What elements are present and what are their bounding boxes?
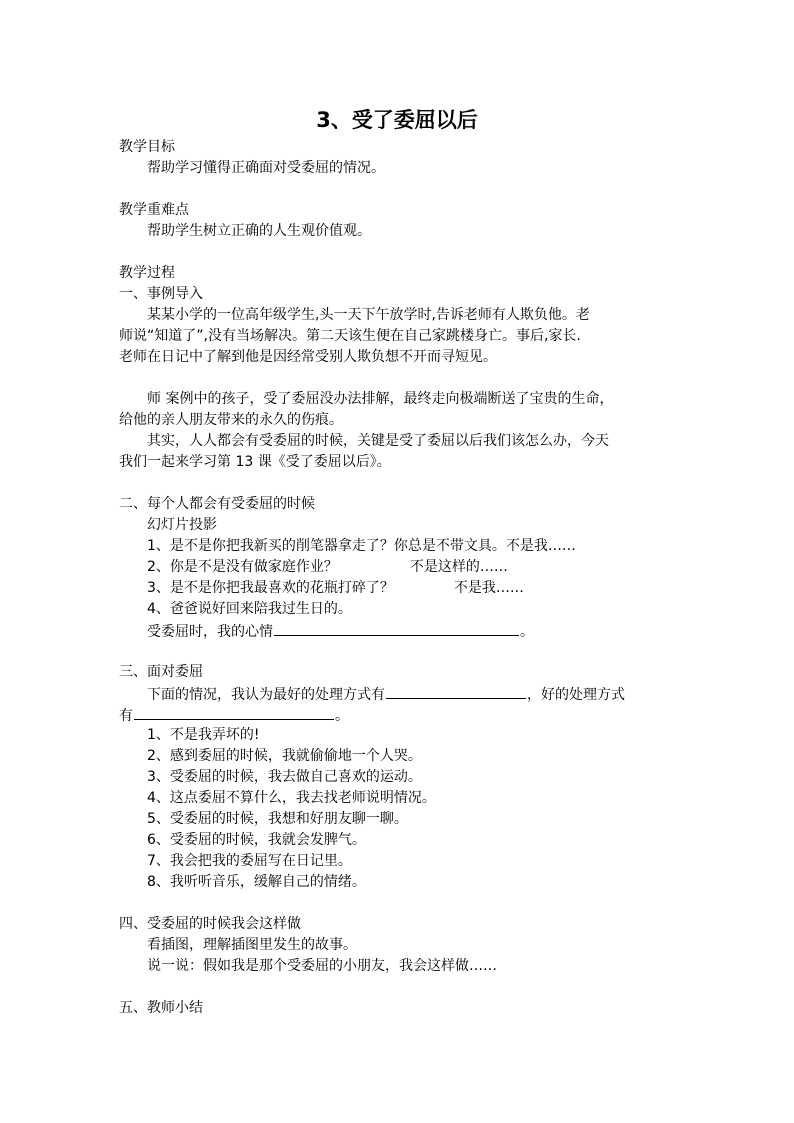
fill-blank (386, 683, 526, 699)
list-item (147, 557, 679, 578)
keypoints-heading: 教学重难点 (119, 202, 189, 218)
teacher-line: 给他的亲人朋友带来的永久的伤痕。 (119, 412, 343, 428)
feeling-line (147, 620, 679, 641)
list-item: 1、是不是你把我新买的削笔器拿走了？你总是不带文具。不是我…… (147, 538, 576, 554)
goals-text: 帮助学习懂得正确面对受委屈的情况。 (147, 160, 385, 176)
section-2-heading: 二、每个人都会有受委屈的时候 (119, 496, 315, 512)
list-item: 7、我会把我的委屈写在日记里。 (147, 853, 352, 869)
feeling-label: 受委屈时，我的心情 (147, 624, 273, 640)
goals-heading: 教学目标 (119, 139, 175, 155)
section-4-heading: 四、受委屈的时候我会这样做 (119, 916, 301, 932)
list-item: 4、爸爸说好回来陪我过生日的。 (147, 601, 352, 617)
list-item (147, 578, 679, 599)
intro-line: 我们一起来学习第 13 课《受了委屈以后》。 (119, 454, 391, 470)
section-1-heading: 一、事例导入 (119, 286, 203, 302)
list-item: 1、不是我弄坏的! (147, 727, 260, 743)
list-item-reply: 不是我…… (453, 580, 524, 596)
case-line: 老师在日记中了解到他是因经常受别人欺负想不开而寻短见。 (119, 349, 497, 365)
prompt-text: ，好的处理方式 (527, 687, 625, 703)
case-line: 某某小学的一位高年级学生,头一天下午放学时,告诉老师有人欺负他。老 (147, 307, 590, 323)
look-line: 看插图，理解插图里发生的故事。 (147, 937, 357, 953)
list-item: 8、我听听音乐，缓解自己的情绪。 (147, 874, 366, 890)
keypoints-text: 帮助学生树立正确的人生观价值观。 (147, 223, 371, 239)
section-3-heading: 三、面对委屈 (119, 664, 203, 680)
list-item-reply: 不是这样的…… (409, 559, 508, 575)
feeling-end: 。 (520, 624, 534, 640)
list-item-text: 3、是不是你把我最喜欢的花瓶打碎了？ (147, 580, 394, 596)
section-5-heading: 五、教师小结 (119, 1000, 203, 1016)
list-item: 5、受委屈的时候，我想和好朋友聊一聊。 (147, 811, 408, 827)
list-item: 3、受委屈的时候，我去做自己喜欢的运动。 (147, 769, 422, 785)
page-title: 3、受了委屈以后 (316, 108, 478, 132)
process-heading: 教学过程 (119, 265, 175, 281)
list-item: 4、这点委屈不算什么，我去找老师说明情况。 (147, 790, 436, 806)
prompt-text: 有 (119, 708, 133, 724)
fill-blank (274, 620, 519, 636)
intro-line: 其实，人人都会有受委屈的时候，关键是受了委屈以后我们该怎么办，今天 (147, 433, 609, 449)
slide-label: 幻灯片投影 (147, 517, 217, 533)
fill-blank (134, 704, 334, 720)
list-item: 2、感到委屈的时候，我就偷偷地一个人哭。 (147, 748, 422, 764)
say-line: 说一说：假如我是那个受委屈的小朋友，我会这样做…… (147, 958, 497, 974)
prompt-line (147, 683, 679, 704)
teacher-line: 师 案例中的孩子，受了委屈没办法排解，最终走向极端断送了宝贵的生命， (147, 391, 614, 407)
prompt-line (119, 704, 679, 725)
prompt-end: 。 (335, 708, 349, 724)
list-item: 6、受委屈的时候，我就会发脾气。 (147, 832, 366, 848)
list-item-text: 2、你是不是没有做家庭作业？ (147, 559, 338, 575)
prompt-text: 下面的情况，我认为最好的处理方式有 (147, 687, 385, 703)
case-line: 师说“知道了”,没有当场解决。第二天该生便在自己家跳楼身亡。事后,家长. (119, 328, 581, 344)
